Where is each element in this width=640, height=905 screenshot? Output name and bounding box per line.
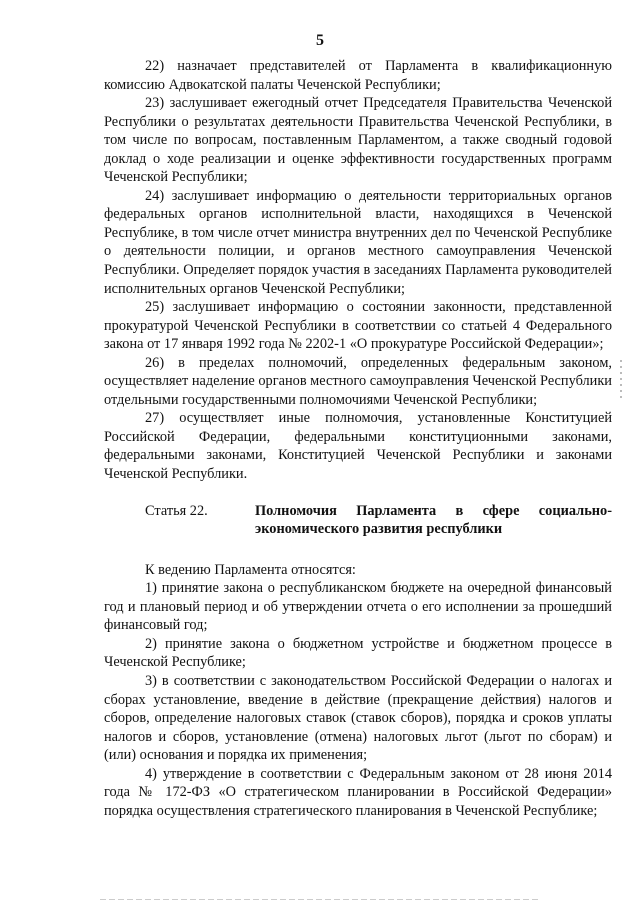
list-item: 22) назначает представителей от Парламента в квалификационную комиссию Адвокатской палаты Чеченской Республики;	[104, 58, 612, 93]
list-item: 4) утверждение в соответствии с Федеральным законом от 28 июня 2014 года № 172-ФЗ «О стратегическом планировании в Российской Федерации» порядка осуществления стратегического планирования в Чеченской Республике;	[104, 765, 612, 819]
scan-specks	[620, 360, 622, 400]
list-item: 25) заслушивает информацию о состоянии законности, представленной прокуратурой Чеченской Республики в соответствии со статьей 4 Федерального закона от 17 января 1992 года № 2202-1 «О прокуратуре Российской Федерации»;	[104, 299, 612, 353]
scan-edge-line	[100, 899, 540, 900]
list-item: 2) принятие закона о бюджетном устройстве и бюджетном процессе в Чеченской Республике;	[104, 635, 612, 671]
article-label: Статья 22.	[145, 502, 208, 519]
article-heading	[104, 502, 612, 539]
list-item: 3) в соответствии с законодательством Российской Федерации о налогах и сборах установление, введение в действие (прекращение действия) налогов и сборов, определение налоговых ставок (ставок сборов), порядка и сроков уплаты налогов и сборов, установление (отмена) налоговых льгот (льгот по сборам) и (или) основания и порядка их применения;	[104, 672, 612, 764]
document-body	[104, 57, 612, 820]
list-item: 1) принятие закона о республиканском бюджете на очередной финансовый год и плановый период и об утверждении отчета о его исполнении за прошедший финансовый год;	[104, 580, 612, 634]
intro-text: К ведению Парламента относятся:	[145, 561, 356, 578]
list-item: 27) осуществляет иные полномочия, установленные Конституцией Российской Федерации, федеральными конституционными законами, федеральными законами, Конституцией Чеченской Республики и законами Чеченской Республики.	[104, 410, 612, 483]
page-number: 5	[316, 32, 324, 49]
article-title: Полномочия Парламента в сфере социально-экономического развития республики	[255, 502, 612, 538]
list-item: 26) в пределах полномочий, определенных федеральным законом, осуществляет наделение органов местного самоуправления Чеченской Республики отдельными государственными полномочиями Чеченской Республики;	[104, 354, 612, 408]
list-item: 24) заслушивает информацию о деятельности территориальных органов федеральных органов исполнительной власти, находящихся в Чеченской Республике, в том числе отчет министра внутренних дел по Чеченской Республике о деятельности полиции, и органов местного самоуправления Чеченской Республики. Определяет порядок участия в заседаниях Парламента руководителей исполнительных органов Чеченской Республики;	[104, 187, 612, 297]
list-item: 23) заслушивает ежегодный отчет Председателя Правительства Чеченской Республики о результатах деятельности Правительства Чеченской Республики, в том числе по вопросам, поставленным Парламентом, а также сводный годовой доклад о ходе реализации и оценке эффективности государственных программ Чеченской Республики;	[104, 95, 612, 186]
